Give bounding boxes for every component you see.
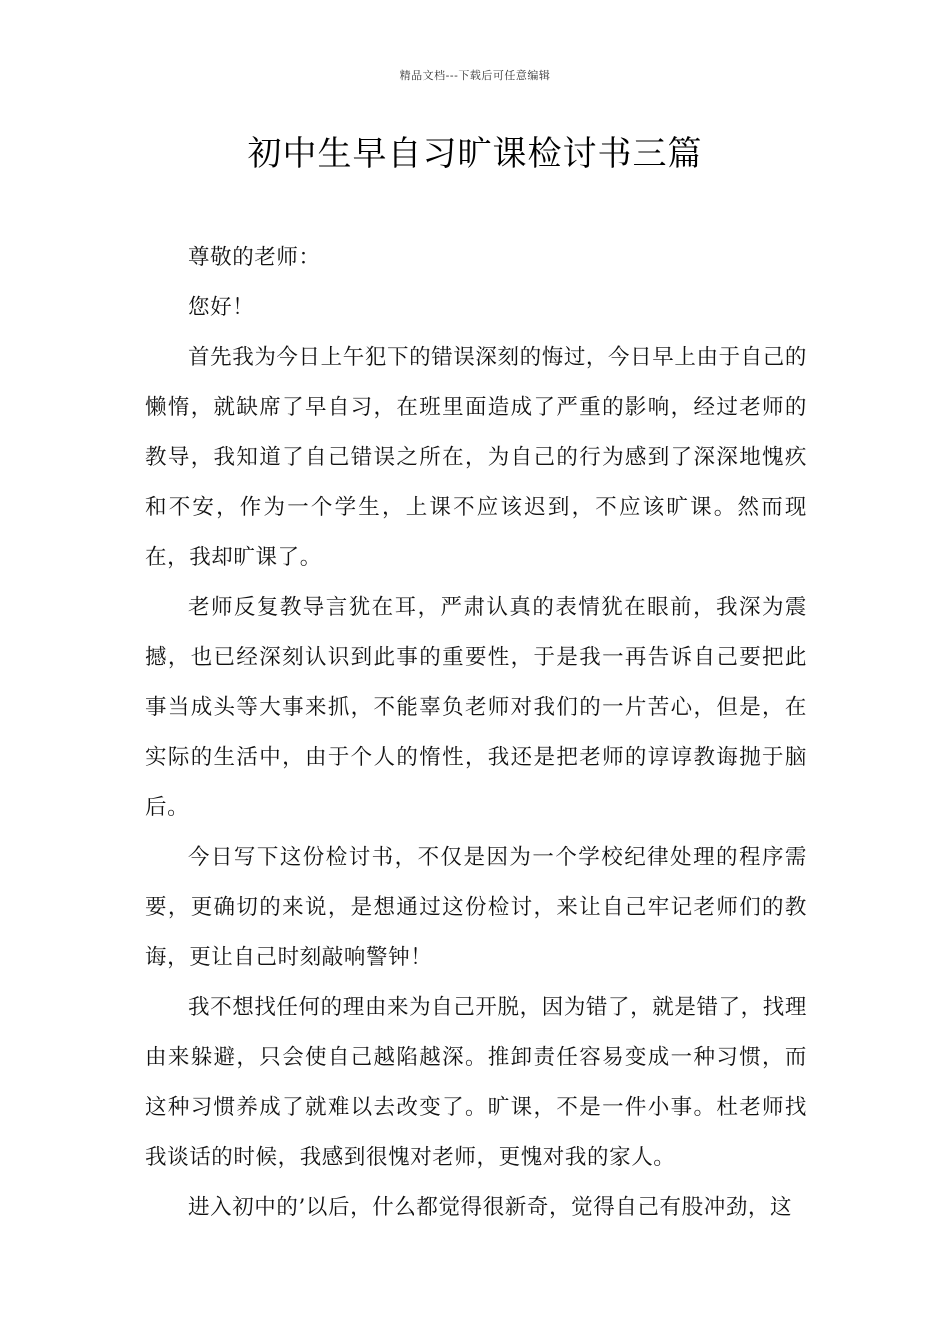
document-title: 初中生早自习旷课检讨书三篇 xyxy=(247,134,703,174)
paragraph-5: 进入初中的’以后，什么都觉得很新奇，觉得自己有股冲劲，这 xyxy=(188,1195,793,1220)
salutation: 尊敬的老师： xyxy=(188,245,321,270)
document-body xyxy=(145,233,807,1233)
paragraph-3: 今日写下这份检讨书，不仅是因为一个学校纪律处理的程序需要，更确切的来说，是想通过这份检讨，来让自己牢记老师们的教诲，更让自己时刻敲响警钟！ xyxy=(145,845,807,970)
greeting: 您好！ xyxy=(188,295,255,320)
paragraph-2: 老师反复教导言犹在耳，严肃认真的表情犹在眼前，我深为震撼，也已经深刻认识到此事的重要性，于是我一再告诉自己要把此事当成头等大事来抓，不能辜负老师对我们的一片苦心，但是，在实际的生活中，由于个人的惰性，我还是把老师的谆谆教诲抛于脑后。 xyxy=(145,595,807,820)
paragraph-4: 我不想找任何的理由来为自己开脱，因为错了，就是错了，找理由来躲避，只会使自己越陷越深。推卸责任容易变成一种习惯，而这种习惯养成了就难以去改变了。旷课，不是一件小事。杜老师找我谈话的时候，我感到很愧对老师，更愧对我的家人。 xyxy=(145,995,807,1170)
header-note: 精品文档---下载后可任意编辑 xyxy=(399,69,551,82)
paragraph-1: 首先我为今日上午犯下的错误深刻的悔过，今日早上由于自己的懒惰，就缺席了早自习，在班里面造成了严重的影响，经过老师的教导，我知道了自己错误之所在，为自己的行为感到了深深地愧疚和不安，作为一个学生，上课不应该迟到，不应该旷课。然而现在，我却旷课了。 xyxy=(145,345,807,570)
